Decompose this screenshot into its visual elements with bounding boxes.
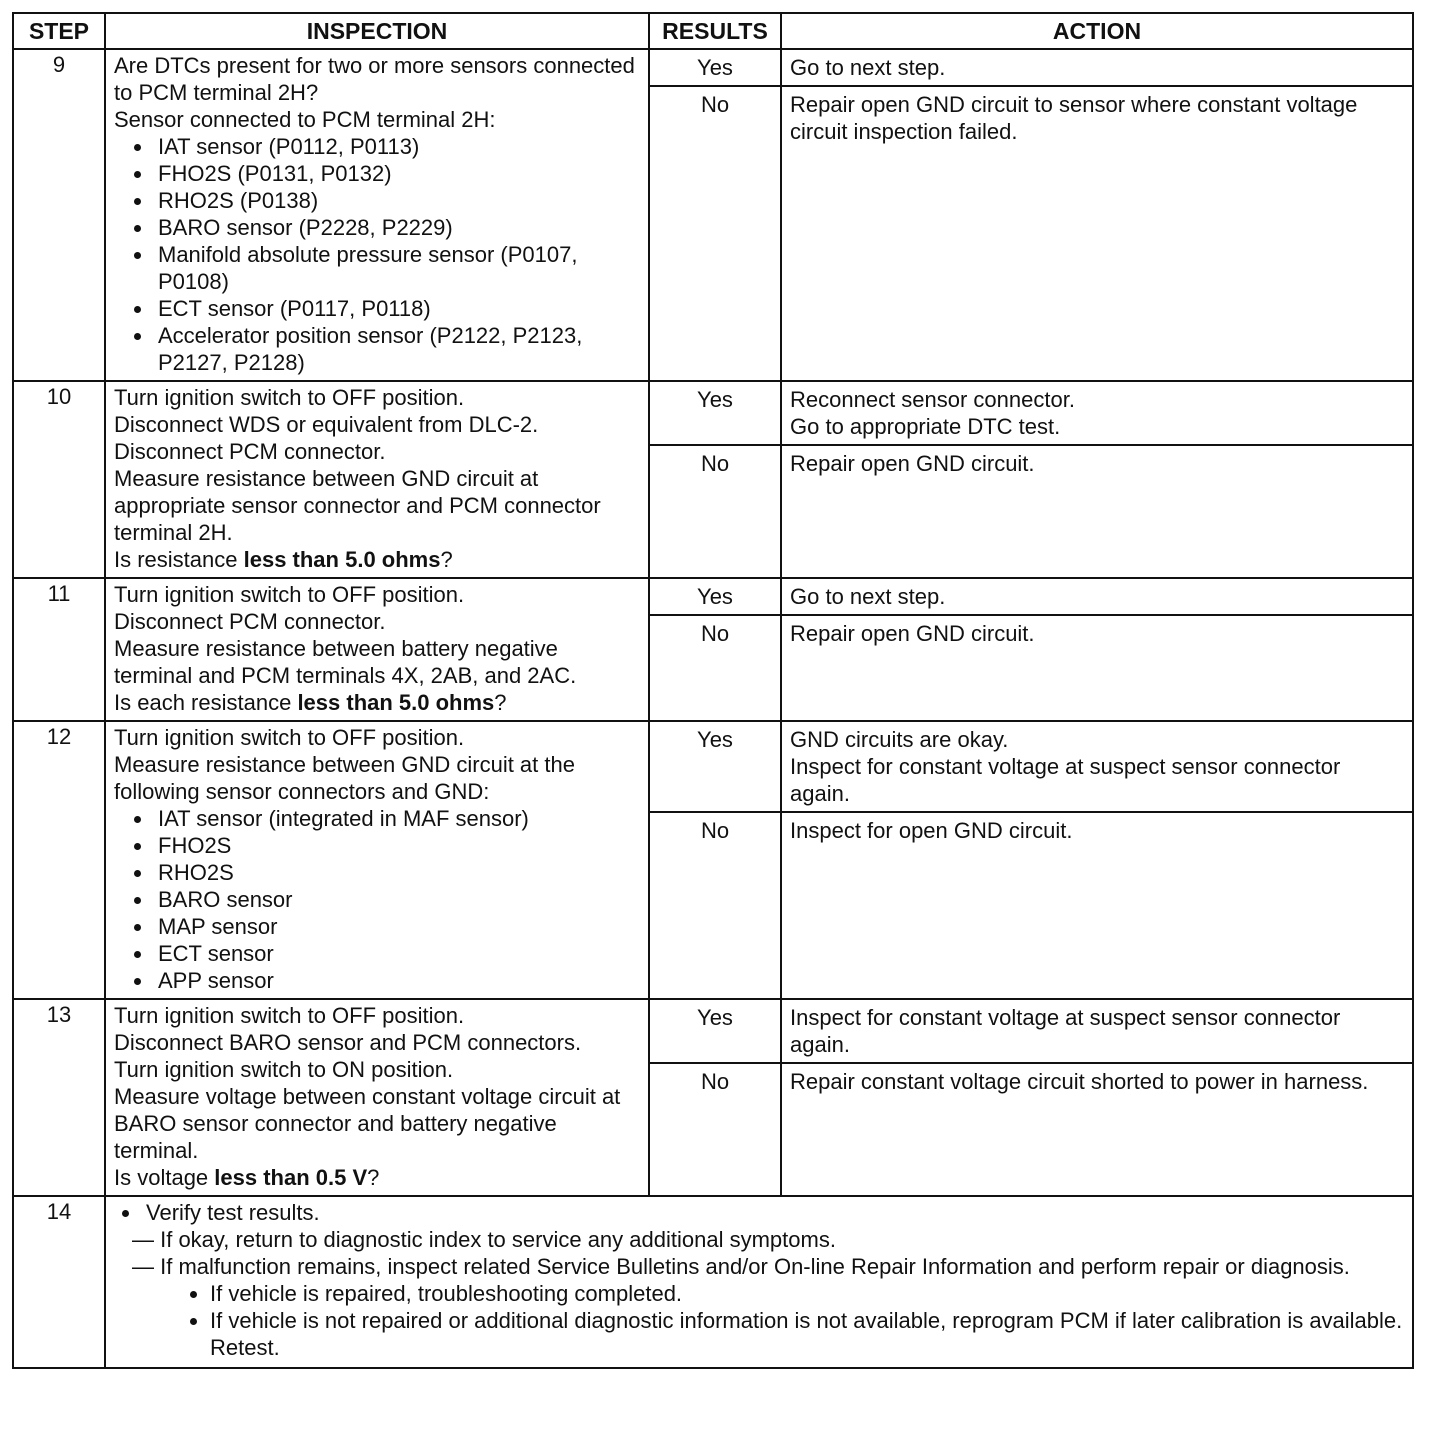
list-item: • BARO sensor (154, 886, 640, 913)
question-threshold: less than 5.0 ohms (243, 547, 441, 572)
list-item: • ECT sensor (P0117, P0118) (154, 295, 640, 322)
step-10-line-1: Turn ignition switch to OFF position. (114, 385, 465, 410)
step-11-yes-row (13, 578, 1413, 615)
step-13-result-yes: Yes (649, 999, 781, 1063)
header-step: STEP (13, 13, 105, 49)
step-13-yes-row (13, 999, 1413, 1063)
step-14-dash-2: — If malfunction remains, inspect related Service Bulletins and/or On-line Repair Information and perform repair or diagnosis. (132, 1254, 1350, 1279)
diagnostic-table (12, 12, 1414, 1369)
step-9-number: 9 (13, 49, 105, 381)
step-9-inspection (105, 49, 649, 381)
step-12-action-yes-line-1: GND circuits are okay. (790, 727, 1009, 752)
list-item: • RHO2S (P0138) (154, 187, 640, 214)
step-10-line-2: Disconnect WDS or equivalent from DLC-2. (114, 412, 539, 437)
list-item: • FHO2S (P0131, P0132) (154, 160, 640, 187)
step-14-bullet-list (114, 1199, 1404, 1226)
step-10-action-yes-line-1: Reconnect sensor connector. (790, 387, 1075, 412)
question-mark: ? (440, 547, 453, 572)
question-mark: ? (367, 1165, 380, 1190)
step-10-action-no: Repair open GND circuit. (781, 445, 1413, 578)
step-12-result-no: No (649, 812, 781, 999)
step-9-action-yes: Go to next step. (781, 49, 1413, 86)
list-item: • If vehicle is not repaired or additional diagnostic information is not available, reprogram PCM if later calibration is available. Retest. (210, 1307, 1404, 1361)
step-10-result-yes: Yes (649, 381, 781, 445)
list-item: • IAT sensor (integrated in MAF sensor) (154, 805, 640, 832)
step-9-sensor-list (114, 133, 640, 376)
step-10-action-yes-line-2: Go to appropriate DTC test. (790, 414, 1061, 439)
step-12-inspection (105, 721, 649, 999)
step-10-action-yes (781, 381, 1413, 445)
step-9-yes-row (13, 49, 1413, 86)
list-item: • Verify test results. (142, 1199, 1404, 1226)
step-12-sensor-list (114, 805, 640, 994)
step-11-line-3: Measure resistance between battery negative terminal and PCM terminals 4X, 2AB, and 2AC. (114, 636, 577, 688)
step-14-sub-list (114, 1280, 1404, 1361)
list-item: • Manifold absolute pressure sensor (P0107, P0108) (154, 241, 640, 295)
step-13-action-yes: Inspect for constant voltage at suspect sensor connector again. (781, 999, 1413, 1063)
list-item: • APP sensor (154, 967, 640, 994)
list-item: • IAT sensor (P0112, P0113) (154, 133, 640, 160)
list-item: • FHO2S (154, 832, 640, 859)
step-13-line-1: Turn ignition switch to OFF position. (114, 1003, 465, 1028)
header-results: RESULTS (649, 13, 781, 49)
step-14-inspection (105, 1196, 1413, 1368)
step-14-number: 14 (13, 1196, 105, 1368)
diagnostic-table-document (12, 12, 1412, 1369)
step-12-line-1: Turn ignition switch to OFF position. (114, 725, 465, 750)
step-9-result-yes: Yes (649, 49, 781, 86)
list-item: • Accelerator position sensor (P2122, P2123, P2127, P2128) (154, 322, 640, 376)
step-12-yes-row (13, 721, 1413, 812)
question-text: Is resistance (114, 547, 244, 572)
step-10-yes-row (13, 381, 1413, 445)
header-inspection: INSPECTION (105, 13, 649, 49)
step-12-action-yes-line-2: Inspect for constant voltage at suspect sensor connector again. (790, 754, 1341, 806)
step-13-inspection (105, 999, 649, 1196)
step-10-line-3: Disconnect PCM connector. (114, 439, 386, 464)
header-action: ACTION (781, 13, 1413, 49)
step-11-inspection (105, 578, 649, 721)
step-13-line-2: Disconnect BARO sensor and PCM connectors. (114, 1030, 582, 1055)
step-14-dash-1: — If okay, return to diagnostic index to service any additional symptoms. (132, 1227, 836, 1252)
step-9-result-no: No (649, 86, 781, 381)
step-11-action-yes: Go to next step. (781, 578, 1413, 615)
step-11-question (114, 689, 640, 716)
step-11-result-no: No (649, 615, 781, 721)
question-text: Is each resistance (114, 690, 298, 715)
step-9-line-2: Sensor connected to PCM terminal 2H: (114, 107, 496, 132)
step-12-line-2: Measure resistance between GND circuit at the following sensor connectors and GND: (114, 752, 575, 804)
step-9-line-1: Are DTCs present for two or more sensors connected to PCM terminal 2H? (114, 53, 635, 105)
step-14-row (13, 1196, 1413, 1368)
step-13-result-no: No (649, 1063, 781, 1196)
step-9-action-no: Repair open GND circuit to sensor where constant voltage circuit inspection failed. (781, 86, 1413, 381)
header-row (13, 13, 1413, 49)
step-13-number: 13 (13, 999, 105, 1196)
step-11-number: 11 (13, 578, 105, 721)
question-text: Is voltage (114, 1165, 215, 1190)
step-12-action-yes (781, 721, 1413, 812)
step-11-result-yes: Yes (649, 578, 781, 615)
step-13-action-no: Repair constant voltage circuit shorted to power in harness. (781, 1063, 1413, 1196)
step-10-question (114, 546, 640, 573)
step-11-action-no: Repair open GND circuit. (781, 615, 1413, 721)
step-12-result-yes: Yes (649, 721, 781, 812)
list-item: • MAP sensor (154, 913, 640, 940)
list-item: • BARO sensor (P2228, P2229) (154, 214, 640, 241)
question-threshold: less than 5.0 ohms (297, 690, 495, 715)
step-13-line-4: Measure voltage between constant voltage circuit at BARO sensor connector and battery negative terminal. (114, 1084, 621, 1163)
list-item: • ECT sensor (154, 940, 640, 967)
list-item: • RHO2S (154, 859, 640, 886)
question-mark: ? (494, 690, 507, 715)
question-threshold: less than 0.5 V (214, 1165, 368, 1190)
step-12-number: 12 (13, 721, 105, 999)
step-10-inspection (105, 381, 649, 578)
step-10-line-4: Measure resistance between GND circuit at appropriate sensor connector and PCM connector terminal 2H. (114, 466, 601, 545)
step-11-line-1: Turn ignition switch to OFF position. (114, 582, 465, 607)
step-12-action-no: Inspect for open GND circuit. (781, 812, 1413, 999)
step-10-result-no: No (649, 445, 781, 578)
step-13-question (114, 1164, 640, 1191)
list-item: • If vehicle is repaired, troubleshooting completed. (210, 1280, 1404, 1307)
step-11-line-2: Disconnect PCM connector. (114, 609, 386, 634)
step-10-number: 10 (13, 381, 105, 578)
step-13-line-3: Turn ignition switch to ON position. (114, 1057, 454, 1082)
